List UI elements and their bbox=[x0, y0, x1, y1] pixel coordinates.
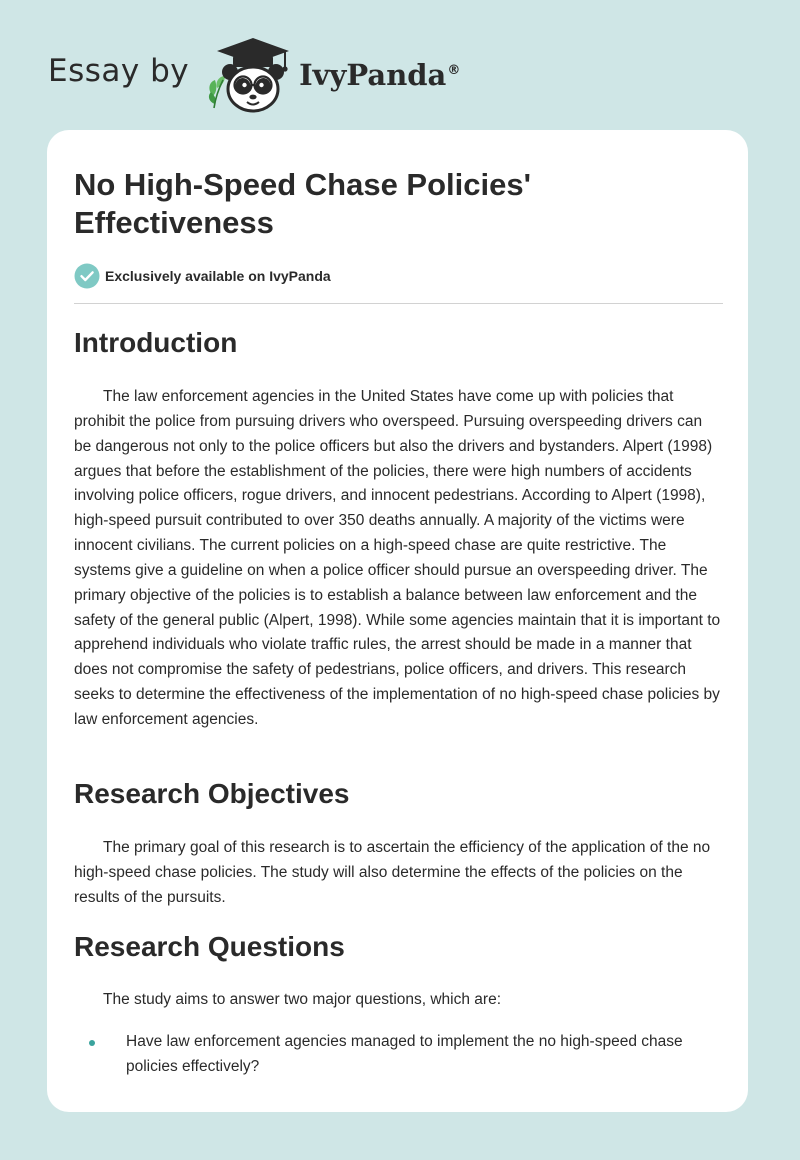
section-heading-introduction: Introduction bbox=[74, 327, 238, 358]
title-divider bbox=[74, 303, 723, 304]
brand-name-text: IvyPanda bbox=[299, 58, 447, 92]
brand-name bbox=[299, 58, 460, 92]
section-heading-research-objectives: Research Objectives bbox=[74, 778, 350, 809]
bullet-dot bbox=[89, 1040, 95, 1046]
exclusive-badge bbox=[74, 263, 331, 289]
exclusive-badge-label: Exclusively available on IvyPanda bbox=[105, 268, 331, 284]
panda-graduate-icon bbox=[203, 34, 295, 114]
check-circle-icon bbox=[74, 263, 100, 289]
registered-mark: ® bbox=[447, 63, 461, 79]
essay-card bbox=[47, 130, 748, 1112]
brand-header[interactable] bbox=[48, 34, 460, 114]
brand-prefix: Essay by bbox=[48, 53, 190, 89]
research-objectives-paragraph: The primary goal of this research is to ascertain the efficiency of the application of the no high-speed chase policies. The study will also determine the effects of the policies on the results of the pursuits. bbox=[74, 839, 711, 906]
introduction-paragraph: The law enforcement agencies in the United States have come up with policies that prohibit the police from pursuing drivers who overspeed. Pursuing overspeeding drivers can be dangerous not only to the police officers but also the drivers and bystanders. Alpert (1998) argues that before the establishment of the policies, there were high numbers of accidents involving police officers, rogue drivers, and innocent pedestrians. According to Alpert (1998), high-speed pursuit contributed to over 350 deaths annually. A majority of the victims were innocent civilians. The current policies on a high-speed chase are quite restrictive. The systems give a guideline on when a police officer should pursue an overspeeding driver. The primary objective of the policies is to establish a balance between law enforcement and the safety of the general public (Alpert, 1998). While some agencies maintain that it is important to apprehend individuals who violate traffic rules, the arrest should be made in a manner that does not compromise the safety of pedestrians, police officers, and drivers. This research seeks to determine the effectiveness of the implementation of no high-speed chase policies by law enforcement agencies. bbox=[74, 388, 721, 728]
essay-title: No High-Speed Chase Policies' Effectiveness bbox=[74, 167, 531, 240]
section-heading-research-questions: Research Questions bbox=[74, 931, 345, 962]
list-item-text: Have law enforcement agencies managed to implement the no high-speed chase policies effectively? bbox=[126, 1033, 683, 1075]
research-questions-paragraph: The study aims to answer two major questions, which are: bbox=[103, 991, 502, 1008]
